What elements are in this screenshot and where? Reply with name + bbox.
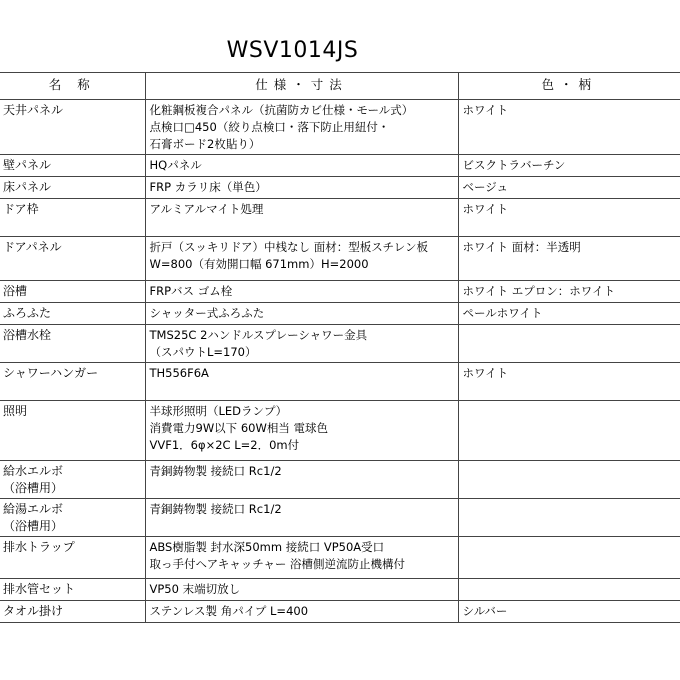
header-color: 色・柄 [458,73,680,100]
cell-spec [145,100,458,155]
cell-spec [145,579,458,601]
cell-color-line: ホワイト [462,366,509,380]
cell-color [458,401,680,461]
cell-spec-line: ABS樹脂製 封水深50mm 接続口 VP50A受口 [149,540,385,554]
cell-color [458,325,680,363]
cell-name-line: ドア枠 [3,202,39,216]
table-row [0,499,680,537]
cell-color [458,155,680,177]
cell-spec-line: 化粧鋼板複合パネル（抗菌防カビ仕様・モール式） [149,103,414,117]
table-row [0,401,680,461]
cell-spec-line: TH556F6A [149,366,209,380]
cell-name [0,325,145,363]
cell-name-line: 床パネル [3,180,52,194]
cell-color-line: ベージュ [462,180,509,194]
table-row [0,199,680,237]
cell-name [0,499,145,537]
cell-spec-line: 取っ手付ヘアキャッチャー 浴槽側逆流防止機構付 [149,557,406,571]
cell-spec-line: VVF1．6φ×2C L=2．0m付 [149,438,300,452]
cell-spec [145,363,458,401]
table-body [0,100,680,623]
cell-name-line: ドアパネル [3,240,62,254]
cell-spec-line: 消費電力9W以下 60W相当 電球色 [149,421,329,435]
cell-name [0,237,145,281]
table-header-row [0,73,680,100]
table-row [0,537,680,579]
cell-color-line: ホワイト エプロン：ホワイト [462,284,615,298]
cell-spec [145,177,458,199]
header-name: 名 称 [0,73,145,100]
cell-name-line: 壁パネル [3,158,52,172]
cell-name-line: ふろふた [3,306,52,320]
cell-name-line: 天井パネル [3,103,64,117]
cell-name [0,155,145,177]
cell-spec-line: 石膏ボード2枚貼り） [149,137,261,151]
cell-color [458,177,680,199]
cell-name-line: タオル掛け [3,604,64,618]
cell-name-line: 排水管セット [3,582,76,596]
cell-name-line: シャワーハンガー [3,366,99,380]
cell-name [0,100,145,155]
cell-color [458,281,680,303]
cell-name-line: （浴槽用） [3,519,64,533]
cell-name [0,461,145,499]
table-row [0,363,680,401]
cell-spec-line: HQパネル [149,158,202,172]
cell-spec [145,461,458,499]
cell-color [458,461,680,499]
cell-spec-line: FRP カラリ床（単色） [149,180,267,194]
cell-name [0,601,145,623]
cell-spec-line: W=800（有効開口幅 671mm）H=2000 [149,257,369,271]
cell-color-line: ビスクトラバーチン [462,158,566,172]
cell-spec [145,237,458,281]
table-row [0,325,680,363]
cell-color [458,601,680,623]
cell-name [0,579,145,601]
cell-color-line: ペールホワイト [462,306,543,320]
cell-color-line: ホワイト 面材：半透明 [462,240,581,254]
cell-name-line: （浴槽用） [3,481,64,495]
cell-color [458,199,680,237]
cell-spec [145,325,458,363]
cell-spec-line: 青銅鋳物製 接続口 Rc1/2 [149,464,282,478]
table-row [0,237,680,281]
table-row [0,461,680,499]
cell-spec-line: シャッター式ふろふた [149,306,265,320]
cell-spec-line: 青銅鋳物製 接続口 Rc1/2 [149,502,282,516]
cell-name-line: 浴槽 [3,284,28,298]
cell-spec [145,199,458,237]
cell-color [458,100,680,155]
cell-name-line: 給水エルボ [3,464,64,478]
cell-spec-line: 点検口□450（絞り点検口・落下防止用紐付・ [149,120,390,134]
cell-spec-line: ステンレス製 角パイプ L=400 [149,604,309,618]
cell-name-line: 浴槽水栓 [3,328,52,342]
cell-spec [145,499,458,537]
cell-spec [145,601,458,623]
cell-color [458,237,680,281]
table-row [0,100,680,155]
table-row [0,579,680,601]
cell-spec-line: TMS25C 2ハンドルスプレーシャワー金具 [149,328,368,342]
cell-name-line: 照明 [3,404,28,418]
cell-name [0,537,145,579]
cell-spec [145,281,458,303]
cell-color [458,537,680,579]
cell-spec-line: アルミアルマイト処理 [149,202,264,216]
cell-spec [145,155,458,177]
cell-name [0,401,145,461]
spec-table [0,72,680,623]
table-row [0,281,680,303]
table-row [0,601,680,623]
cell-spec-line: 半球形照明（LEDランプ） [149,404,288,418]
cell-name-line: 排水トラップ [3,540,75,554]
cell-name [0,363,145,401]
document-title: WSV1014JS [226,38,359,63]
header-spec: 仕様・寸法 [145,73,458,100]
cell-spec [145,401,458,461]
cell-name [0,199,145,237]
cell-name-line: 給湯エルボ [3,502,64,516]
table-row [0,155,680,177]
table-row [0,177,680,199]
cell-color [458,363,680,401]
cell-spec-line: VP50 末端切放し [149,582,241,596]
cell-spec-line: FRPバス ゴム栓 [149,284,233,298]
cell-spec [145,537,458,579]
cell-name [0,303,145,325]
cell-spec-line: （スパウトL=170） [149,345,257,359]
cell-color-line: ホワイト [462,202,509,216]
cell-color [458,303,680,325]
cell-spec-line: 折戸（スッキリドア）中桟なし 面材：型板スチレン板 [149,240,428,254]
cell-color-line: ホワイト [462,103,509,117]
table-row [0,303,680,325]
cell-color [458,579,680,601]
cell-color-line: シルバー [462,604,508,618]
cell-name [0,281,145,303]
cell-color [458,499,680,537]
cell-spec [145,303,458,325]
cell-name [0,177,145,199]
